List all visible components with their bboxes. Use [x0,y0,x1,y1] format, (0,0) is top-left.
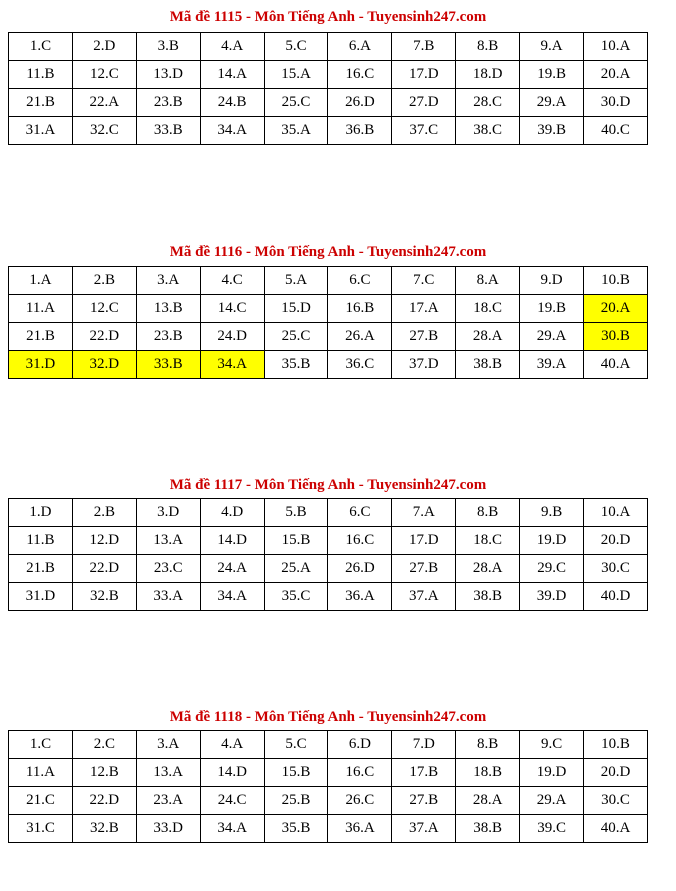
answer-cell: 28.C [456,89,520,117]
exam-code-section-1118 [0,708,676,836]
answer-cell: 36.A [328,815,392,843]
answer-row [9,267,648,295]
answer-cell: 14.D [200,759,264,787]
answer-cell: 12.C [72,295,136,323]
answer-cell: 28.A [456,323,520,351]
answer-cell: 26.D [328,89,392,117]
answer-cell: 3.A [136,731,200,759]
answer-cell: 18.B [456,759,520,787]
answer-cell: 19.D [520,759,584,787]
answer-cell: 13.A [136,759,200,787]
answer-cell: 15.D [264,295,328,323]
answer-cell: 40.D [584,583,648,611]
answer-cell: 23.C [136,555,200,583]
answer-cell: 39.B [520,117,584,145]
answer-cell: 26.C [328,787,392,815]
answer-cell: 4.C [200,267,264,295]
answer-cell: 25.B [264,787,328,815]
answer-cell: 5.A [264,267,328,295]
answer-cell: 34.A [200,117,264,145]
answer-cell: 35.C [264,583,328,611]
answer-cell: 14.A [200,61,264,89]
answer-table [8,498,648,611]
answer-cell: 9.C [520,731,584,759]
answer-cell: 18.D [456,61,520,89]
answer-cell: 18.C [456,527,520,555]
answer-cell: 3.A [136,267,200,295]
answer-cell: 10.B [584,267,648,295]
answer-cell: 25.A [264,555,328,583]
answer-cell: 20.D [584,759,648,787]
answer-cell: 27.D [392,89,456,117]
answer-cell: 7.A [392,499,456,527]
answer-cell: 27.B [392,787,456,815]
answer-cell: 39.C [520,815,584,843]
answer-cell: 16.C [328,527,392,555]
answer-cell: 9.A [520,33,584,61]
answer-cell: 32.D [72,351,136,379]
answer-cell: 21.B [9,89,73,117]
answer-cell: 7.B [392,33,456,61]
answer-cell: 24.C [200,787,264,815]
answer-cell: 35.B [264,815,328,843]
answer-cell: 26.A [328,323,392,351]
answer-cell: 31.D [9,351,73,379]
answer-cell: 12.D [72,527,136,555]
answer-cell: 32.C [72,117,136,145]
answer-cell: 24.B [200,89,264,117]
answer-cell: 8.B [456,33,520,61]
answer-cell: 20.A [584,61,648,89]
answer-cell: 17.B [392,759,456,787]
answer-cell: 27.B [392,555,456,583]
answer-cell: 3.D [136,499,200,527]
answer-cell: 1.C [9,731,73,759]
answer-cell: 16.C [328,61,392,89]
answer-cell: 8.B [456,731,520,759]
answer-cell: 9.D [520,267,584,295]
answer-cell: 18.C [456,295,520,323]
answer-cell: 11.B [9,61,73,89]
answer-cell: 36.C [328,351,392,379]
answer-cell: 34.A [200,583,264,611]
answer-row [9,351,648,379]
answer-row [9,759,648,787]
section-title: Mã đề 1116 - Môn Tiếng Anh - Tuyensinh247.com [169,244,487,260]
answer-cell: 6.C [328,499,392,527]
answer-cell: 31.D [9,583,73,611]
answer-cell: 20.D [584,527,648,555]
answer-cell: 38.B [456,583,520,611]
answer-cell: 32.B [72,583,136,611]
answer-cell: 2.B [72,267,136,295]
answer-cell: 37.A [392,583,456,611]
answer-cell: 11.A [9,759,73,787]
answer-cell: 23.A [136,787,200,815]
answer-cell: 6.A [328,33,392,61]
answer-cell: 5.C [264,731,328,759]
answer-table [8,266,648,379]
answer-cell: 8.A [456,267,520,295]
answer-cell: 38.C [456,117,520,145]
answer-cell: 33.A [136,583,200,611]
answer-cell: 33.D [136,815,200,843]
answer-cell: 11.A [9,295,73,323]
exam-code-section-1117 [0,476,676,604]
answer-cell: 35.B [264,351,328,379]
answer-cell: 11.B [9,527,73,555]
answer-cell: 30.C [584,555,648,583]
answer-cell: 30.C [584,787,648,815]
answer-row [9,323,648,351]
answer-cell: 33.B [136,117,200,145]
answer-cell: 31.C [9,815,73,843]
answer-cell: 24.D [200,323,264,351]
answer-cell: 34.A [200,815,264,843]
answer-cell: 32.B [72,815,136,843]
answer-cell: 28.A [456,555,520,583]
answer-cell: 40.C [584,117,648,145]
answer-cell: 17.A [392,295,456,323]
answer-cell: 38.B [456,351,520,379]
answer-cell: 4.D [200,499,264,527]
section-title: Mã đề 1117 - Môn Tiếng Anh - Tuyensinh247.com [169,477,487,493]
answer-cell: 13.A [136,527,200,555]
answer-row [9,815,648,843]
answer-table [8,32,648,145]
answer-row [9,499,648,527]
answer-cell: 2.B [72,499,136,527]
answer-row [9,555,648,583]
answer-cell: 10.A [584,33,648,61]
answer-cell: 2.D [72,33,136,61]
answer-cell: 19.B [520,61,584,89]
answer-cell: 30.B [584,323,648,351]
answer-cell: 21.B [9,555,73,583]
answer-cell: 5.B [264,499,328,527]
answer-cell: 20.A [584,295,648,323]
answer-cell: 23.B [136,89,200,117]
answer-cell: 26.D [328,555,392,583]
answer-cell: 9.B [520,499,584,527]
answer-cell: 1.A [9,267,73,295]
answer-cell: 21.C [9,787,73,815]
answer-cell: 37.C [392,117,456,145]
answer-cell: 37.A [392,815,456,843]
answer-cell: 19.B [520,295,584,323]
answer-cell: 30.D [584,89,648,117]
answer-row [9,61,648,89]
answer-cell: 16.C [328,759,392,787]
answer-cell: 12.C [72,61,136,89]
answer-cell: 14.D [200,527,264,555]
answer-cell: 7.D [392,731,456,759]
answer-cell: 4.A [200,33,264,61]
answer-row [9,295,648,323]
answer-cell: 29.A [520,323,584,351]
answer-cell: 24.A [200,555,264,583]
answer-cell: 36.A [328,583,392,611]
answer-cell: 13.D [136,61,200,89]
answer-row [9,787,648,815]
section-title: Mã đề 1118 - Môn Tiếng Anh - Tuyensinh247.com [169,709,487,725]
answer-row [9,731,648,759]
answer-cell: 29.A [520,787,584,815]
answer-cell: 5.C [264,33,328,61]
answer-cell: 6.D [328,731,392,759]
exam-code-section-1116 [0,243,676,372]
answer-cell: 3.B [136,33,200,61]
answer-cell: 10.A [584,499,648,527]
answer-cell: 13.B [136,295,200,323]
answer-table [8,730,648,843]
answer-cell: 22.A [72,89,136,117]
answer-cell: 7.C [392,267,456,295]
answer-cell: 39.D [520,583,584,611]
answer-cell: 17.D [392,527,456,555]
answer-cell: 23.B [136,323,200,351]
answer-cell: 19.D [520,527,584,555]
answer-cell: 40.A [584,815,648,843]
answer-cell: 6.C [328,267,392,295]
section-title: Mã đề 1115 - Môn Tiếng Anh - Tuyensinh247.com [169,9,487,25]
answer-cell: 25.C [264,323,328,351]
answer-cell: 39.A [520,351,584,379]
exam-code-section-1115 [0,8,676,138]
answer-cell: 35.A [264,117,328,145]
answer-row [9,527,648,555]
answer-cell: 15.B [264,759,328,787]
answer-row [9,583,648,611]
answer-cell: 29.A [520,89,584,117]
answer-cell: 31.A [9,117,73,145]
answer-cell: 12.B [72,759,136,787]
answer-cell: 17.D [392,61,456,89]
answer-cell: 37.D [392,351,456,379]
answer-cell: 40.A [584,351,648,379]
answer-cell: 27.B [392,323,456,351]
answer-cell: 25.C [264,89,328,117]
answer-cell: 10.B [584,731,648,759]
answer-cell: 1.C [9,33,73,61]
answer-cell: 14.C [200,295,264,323]
answer-row [9,33,648,61]
answer-cell: 33.B [136,351,200,379]
answer-cell: 38.B [456,815,520,843]
answer-cell: 28.A [456,787,520,815]
answer-cell: 2.C [72,731,136,759]
answer-cell: 21.B [9,323,73,351]
answer-cell: 15.B [264,527,328,555]
answer-cell: 29.C [520,555,584,583]
answer-cell: 15.A [264,61,328,89]
answer-cell: 22.D [72,555,136,583]
answer-cell: 36.B [328,117,392,145]
answer-cell: 1.D [9,499,73,527]
answer-cell: 8.B [456,499,520,527]
answer-cell: 34.A [200,351,264,379]
answer-row [9,117,648,145]
answer-cell: 22.D [72,323,136,351]
answer-cell: 16.B [328,295,392,323]
answer-row [9,89,648,117]
answer-cell: 4.A [200,731,264,759]
answer-cell: 22.D [72,787,136,815]
